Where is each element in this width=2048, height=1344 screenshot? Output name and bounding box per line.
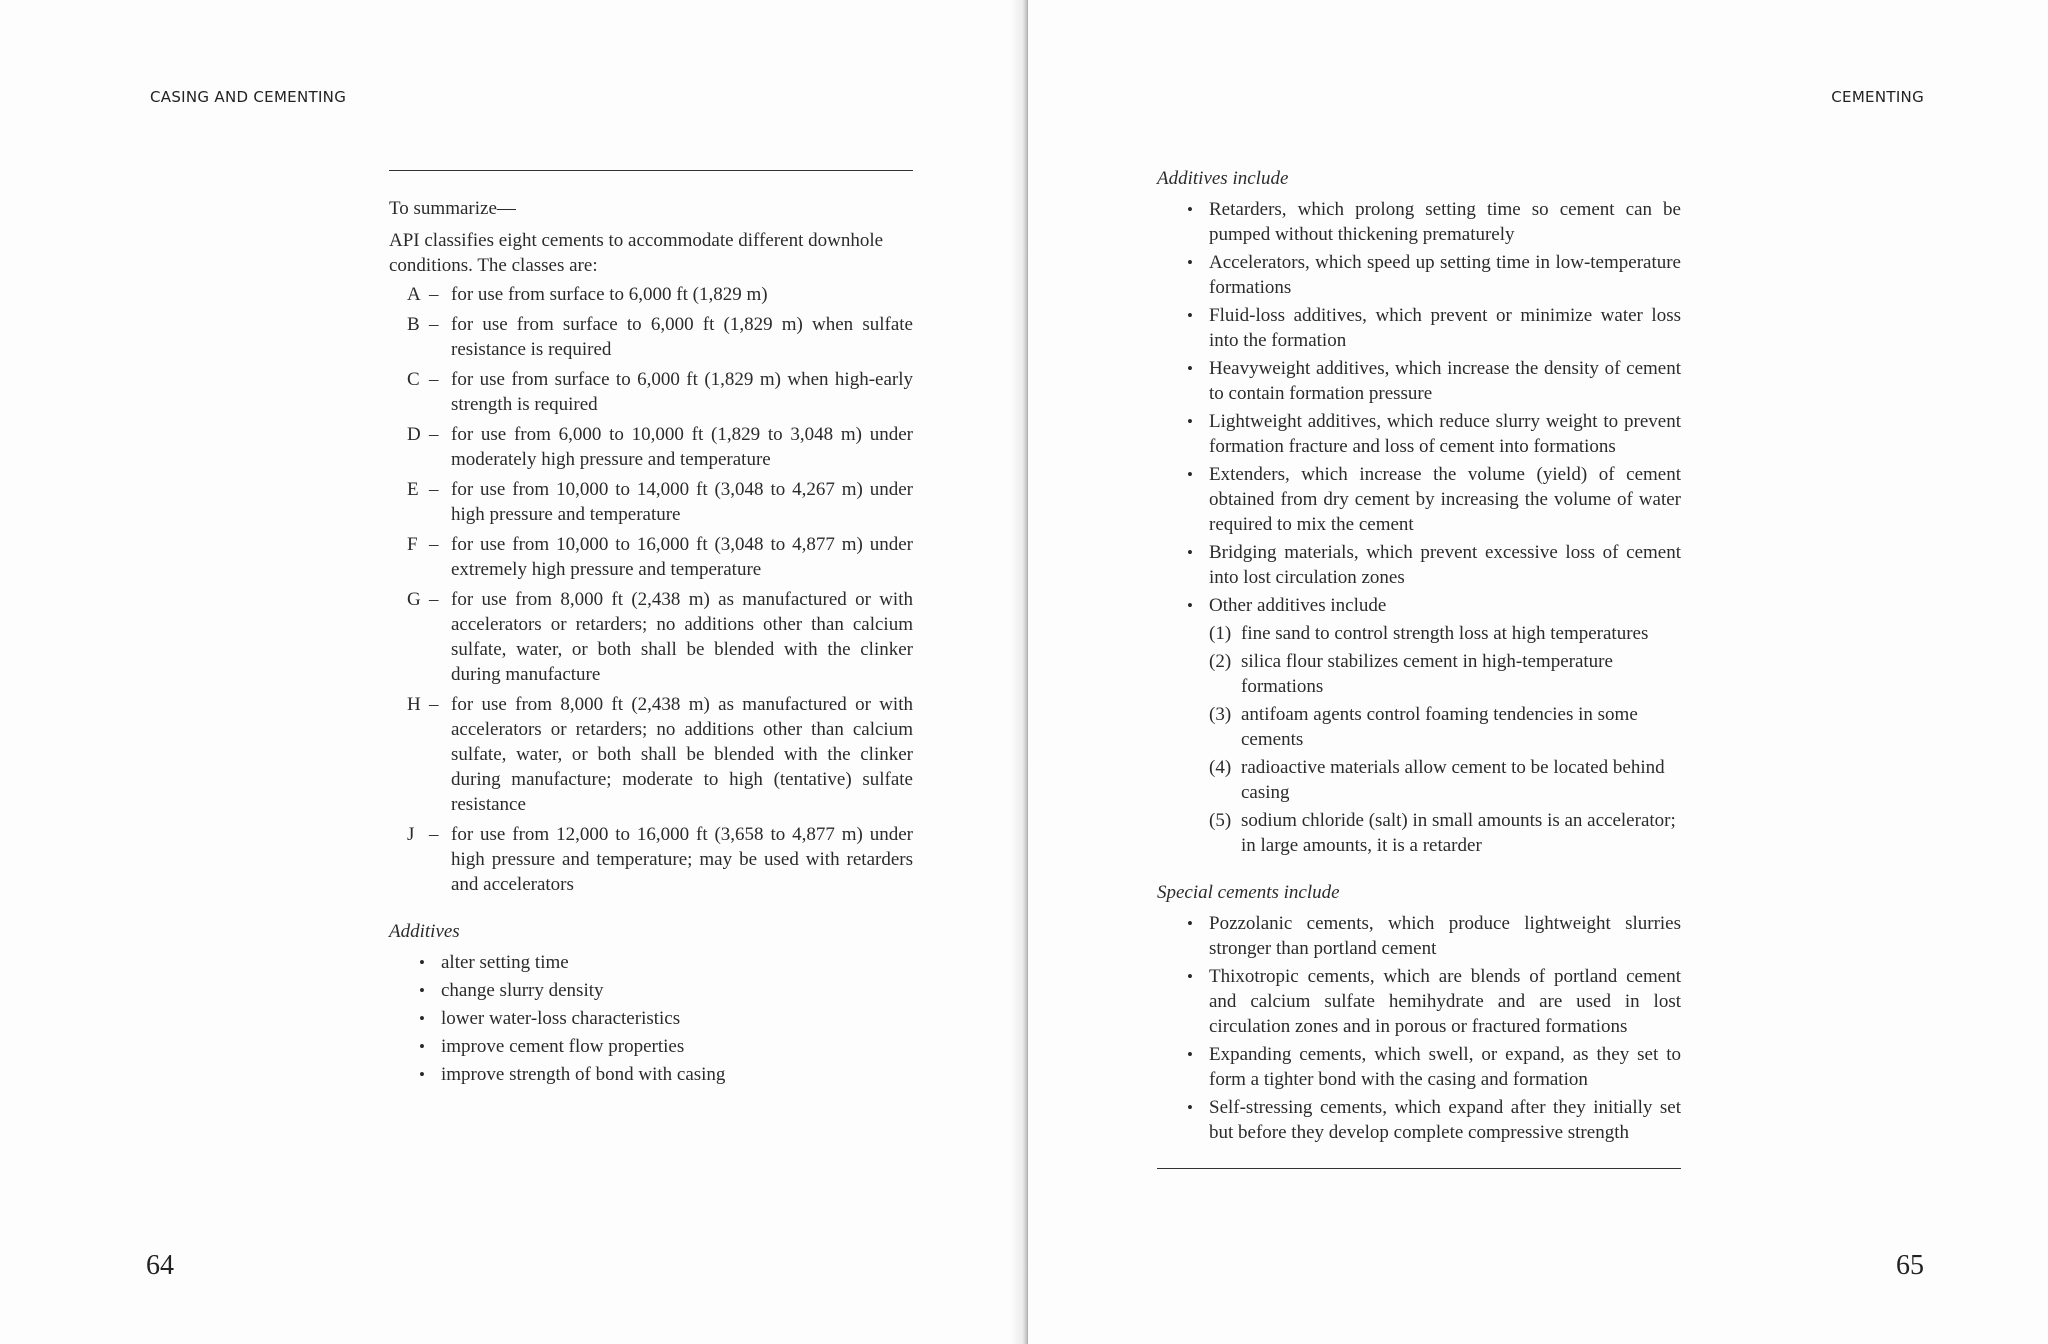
bullet-icon: • bbox=[1187, 359, 1193, 378]
class-description: for use from 10,000 to 14,000 ft (3,048 to 4,267 m) under high pressure and temperature bbox=[451, 479, 913, 525]
bullet-icon: • bbox=[1187, 465, 1193, 484]
class-item bbox=[389, 422, 913, 472]
bullet-icon: • bbox=[419, 1065, 425, 1084]
class-dash: – bbox=[429, 534, 439, 555]
left-page bbox=[0, 0, 1020, 1344]
bullet-icon: • bbox=[419, 953, 425, 972]
cement-class-list bbox=[389, 282, 913, 897]
additives-heading: Additives bbox=[389, 921, 460, 942]
list-item-text: improve cement flow properties bbox=[441, 1036, 685, 1057]
top-rule-left bbox=[389, 170, 913, 171]
class-letter: F bbox=[407, 534, 418, 555]
special-cements-list bbox=[1157, 911, 1681, 1145]
bullet-icon: • bbox=[1187, 253, 1193, 272]
class-description: for use from surface to 6,000 ft (1,829 m) when high-early strength is required bbox=[451, 369, 913, 415]
list-item-text: Other additives include bbox=[1209, 595, 1387, 616]
list-item-text: improve strength of bond with casing bbox=[441, 1064, 726, 1085]
list-item-text: Heavyweight additives, which increase the density of cement to contain formation pressure bbox=[1209, 358, 1681, 404]
class-item bbox=[389, 477, 913, 527]
class-description: for use from 8,000 ft (2,438 m) as manufactured or with accelerators or retarders; no additions other than calcium sulfate, water, or both shall be blended with the clinker during manufacture; moderate to high (tentative) sulfate resistance bbox=[451, 694, 913, 815]
class-dash: – bbox=[429, 424, 439, 445]
list-item bbox=[1187, 593, 1681, 618]
list-item-text: Extenders, which increase the volume (yield) of cement obtained from dry cement by increasing the volume of water required to mix the cement bbox=[1209, 464, 1681, 535]
item-text: radioactive materials allow cement to be located behind casing bbox=[1241, 757, 1665, 803]
list-item bbox=[1187, 303, 1681, 353]
class-item bbox=[389, 282, 913, 307]
additives-include-list bbox=[1157, 197, 1681, 618]
numbered-item bbox=[1209, 755, 1681, 805]
list-item bbox=[1187, 964, 1681, 1039]
list-item-text: Fluid-loss additives, which prevent or minimize water loss into the formation bbox=[1209, 305, 1681, 351]
class-dash: – bbox=[429, 479, 439, 500]
item-number: (2) bbox=[1209, 651, 1232, 672]
class-description: for use from 6,000 to 10,000 ft (1,829 to 3,048 m) under moderately high pressure and temperature bbox=[451, 424, 913, 470]
list-item bbox=[1187, 356, 1681, 406]
class-item bbox=[389, 587, 913, 687]
class-dash: – bbox=[429, 284, 439, 305]
list-item-text: lower water-loss characteristics bbox=[441, 1008, 681, 1029]
list-item-text: Lightweight additives, which reduce slurry weight to prevent formation fracture and loss of cement into formations bbox=[1209, 411, 1681, 457]
class-item bbox=[389, 822, 913, 897]
item-text: antifoam agents control foaming tendencies in some cements bbox=[1241, 704, 1638, 750]
class-description: for use from surface to 6,000 ft (1,829 m) bbox=[451, 284, 768, 305]
bullet-icon: • bbox=[1187, 914, 1193, 933]
list-item-text: alter setting time bbox=[441, 952, 569, 973]
class-description: for use from 12,000 to 16,000 ft (3,658 to 4,877 m) under high pressure and temperature; may be used with retarders and accelerators bbox=[451, 824, 913, 895]
numbered-item bbox=[1209, 649, 1681, 699]
class-item bbox=[389, 312, 913, 362]
class-item bbox=[389, 367, 913, 417]
running-head-right: CEMENTING bbox=[1831, 88, 1924, 106]
list-item bbox=[1187, 197, 1681, 247]
bullet-icon: • bbox=[419, 1009, 425, 1028]
class-dash: – bbox=[429, 589, 439, 610]
list-item-text: Thixotropic cements, which are blends of portland cement and calcium sulfate hemihydrate and are used in lost circulation zones and in porous or fractured formations bbox=[1209, 966, 1681, 1037]
bullet-icon: • bbox=[1187, 596, 1193, 615]
class-description: for use from surface to 6,000 ft (1,829 m) when sulfate resistance is required bbox=[451, 314, 913, 360]
class-description: for use from 10,000 to 16,000 ft (3,048 to 4,877 m) under extremely high pressure and temperature bbox=[451, 534, 913, 580]
list-item-text: Bridging materials, which prevent excessive loss of cement into lost circulation zones bbox=[1209, 542, 1681, 588]
bullet-icon: • bbox=[1187, 543, 1193, 562]
class-letter: A bbox=[407, 284, 421, 305]
class-letter: G bbox=[407, 589, 421, 610]
class-letter: E bbox=[407, 479, 419, 500]
additives-list bbox=[389, 950, 913, 1087]
bullet-icon: • bbox=[1187, 1045, 1193, 1064]
item-text: sodium chloride (salt) in small amounts is an accelerator; in large amounts, it is a retarder bbox=[1241, 810, 1676, 856]
list-item bbox=[1187, 462, 1681, 537]
page-number-right: 65 bbox=[1896, 1250, 1924, 1281]
bullet-icon: • bbox=[1187, 967, 1193, 986]
bullet-icon: • bbox=[1187, 200, 1193, 219]
bullet-icon: • bbox=[1187, 1098, 1193, 1117]
class-letter: J bbox=[407, 824, 415, 845]
numbered-item bbox=[1209, 702, 1681, 752]
bullet-icon: • bbox=[419, 981, 425, 1000]
class-dash: – bbox=[429, 314, 439, 335]
additives-include-heading: Additives include bbox=[1157, 168, 1289, 189]
list-item bbox=[1187, 250, 1681, 300]
bullet-icon: • bbox=[419, 1037, 425, 1056]
list-item-text: Accelerators, which speed up setting time in low-temperature formations bbox=[1209, 252, 1681, 298]
list-item bbox=[419, 950, 913, 975]
intro-text: To summarize— bbox=[389, 198, 516, 219]
list-item bbox=[1187, 540, 1681, 590]
item-number: (3) bbox=[1209, 704, 1232, 725]
bottom-rule-right bbox=[1157, 1168, 1681, 1169]
left-column bbox=[389, 196, 913, 1090]
class-description: for use from 8,000 ft (2,438 m) as manufactured or with accelerators or retarders; no additions other than calcium sulfate, water, or both shall be blended with the clinker during manufacture bbox=[451, 589, 913, 685]
list-item-text: Self-stressing cements, which expand after they initially set but before they develop complete compressive strength bbox=[1209, 1097, 1681, 1143]
list-item bbox=[1187, 911, 1681, 961]
class-dash: – bbox=[429, 369, 439, 390]
class-item bbox=[389, 692, 913, 817]
class-item bbox=[389, 532, 913, 582]
page-number-left: 64 bbox=[146, 1250, 174, 1281]
item-number: (1) bbox=[1209, 623, 1232, 644]
list-item bbox=[1187, 1042, 1681, 1092]
class-letter: B bbox=[407, 314, 420, 335]
bullet-icon: • bbox=[1187, 412, 1193, 431]
list-item bbox=[419, 1034, 913, 1059]
class-letter: C bbox=[407, 369, 420, 390]
class-letter: H bbox=[407, 694, 421, 715]
list-item-text: Retarders, which prolong setting time so cement can be pumped without thickening prematurely bbox=[1209, 199, 1681, 245]
special-cements-heading: Special cements include bbox=[1157, 882, 1340, 903]
other-additives-list bbox=[1209, 621, 1681, 858]
item-text: silica flour stabilizes cement in high-temperature formations bbox=[1241, 651, 1613, 697]
numbered-item bbox=[1209, 808, 1681, 858]
list-item bbox=[1187, 409, 1681, 459]
right-column bbox=[1157, 166, 1681, 1148]
lead-text: API classifies eight cements to accommodate different downhole conditions. The classes are: bbox=[389, 230, 884, 276]
list-item-text: Pozzolanic cements, which produce lightweight slurries stronger than portland cement bbox=[1209, 913, 1681, 959]
item-number: (4) bbox=[1209, 757, 1232, 778]
class-dash: – bbox=[429, 824, 439, 845]
list-item bbox=[419, 1062, 913, 1087]
list-item-text: Expanding cements, which swell, or expand, as they set to form a tighter bond with the casing and formation bbox=[1209, 1044, 1681, 1090]
bullet-icon: • bbox=[1187, 306, 1193, 325]
list-item-text: change slurry density bbox=[441, 980, 604, 1001]
list-item bbox=[419, 1006, 913, 1031]
list-item bbox=[1187, 1095, 1681, 1145]
running-head-left: CASING AND CEMENTING bbox=[150, 88, 347, 106]
list-item bbox=[419, 978, 913, 1003]
item-text: fine sand to control strength loss at high temperatures bbox=[1241, 623, 1649, 644]
right-page bbox=[1028, 0, 2048, 1344]
class-letter: D bbox=[407, 424, 421, 445]
numbered-item bbox=[1209, 621, 1681, 646]
class-dash: – bbox=[429, 694, 439, 715]
item-number: (5) bbox=[1209, 810, 1232, 831]
